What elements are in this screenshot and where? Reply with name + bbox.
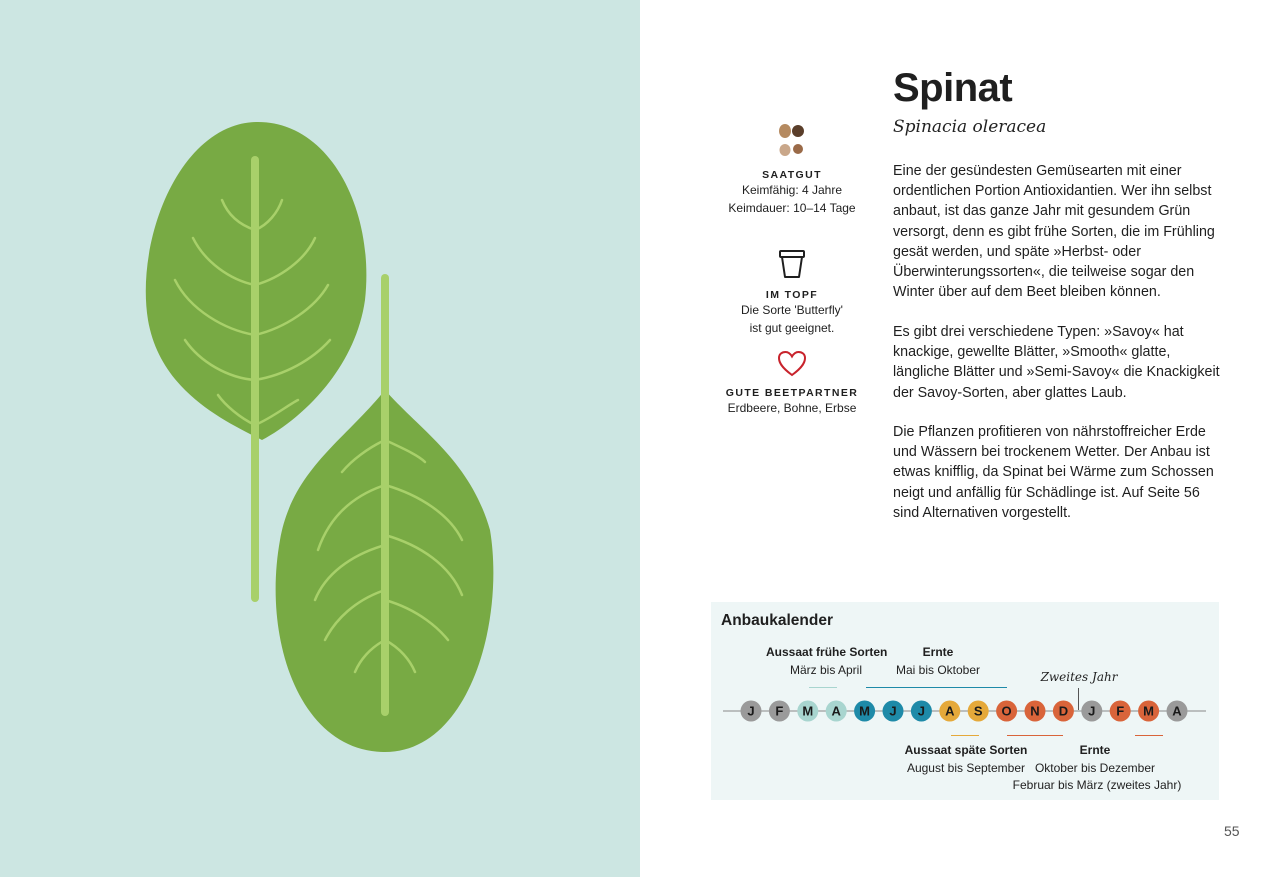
month-label: M xyxy=(1143,703,1155,719)
page-title: Spinat xyxy=(893,66,1013,110)
month-label: M xyxy=(802,703,814,719)
paragraph-2: Es gibt drei verschiedene Typen: »Savoy« hat knackige, gewellte Blätter, »Smooth« glatte, längliche Blätter und »Semi-Savoy« die Knackigkeit der Savoy-Sorten, aber glattes Laub. xyxy=(893,324,1220,401)
calendar-title: Anbaukalender xyxy=(721,612,833,629)
ernte2-bar-2 xyxy=(1135,735,1163,736)
month-label: J xyxy=(1088,703,1096,719)
month-label: M xyxy=(859,703,871,719)
topf-label: IM TOPF xyxy=(765,289,819,301)
topf-line2: ist gut geeignet. xyxy=(749,321,835,335)
saatgut-keimfaehig: Keimfähig: 4 Jahre xyxy=(741,183,843,197)
month-label: A xyxy=(831,703,841,719)
beetpartner-block xyxy=(702,350,882,417)
saatgut-block xyxy=(702,122,882,217)
aussaat-frueh-range: März bis April xyxy=(789,663,863,677)
ernte2-range-2: Februar bis März (zweites Jahr) xyxy=(1012,778,1182,792)
month-label: A xyxy=(1172,703,1182,719)
month-label: J xyxy=(917,703,926,719)
ernte2-range-1: Oktober bis Dezember xyxy=(1034,761,1156,775)
latin-name: Spinacia oleracea xyxy=(893,117,1047,137)
saatgut-keimdauer: Keimdauer: 10–14 Tage xyxy=(728,201,856,215)
aussaat-frueh-label: Aussaat frühe Sorten xyxy=(766,645,888,659)
beetpartner-label: GUTE BEETPARTNER xyxy=(725,387,859,399)
pot-icon xyxy=(777,248,807,280)
seeds-icon xyxy=(774,122,810,160)
topf-block xyxy=(702,248,882,337)
topf-line1: Die Sorte 'Butterfly' xyxy=(741,303,843,317)
beetpartner-list: Erdbeere, Bohne, Erbse xyxy=(727,401,857,415)
month-label: D xyxy=(1058,703,1069,719)
month-label: F xyxy=(1116,703,1125,719)
aussaat-spaet-label: Aussaat späte Sorten xyxy=(904,743,1028,757)
ernte2-bar-1 xyxy=(1007,735,1063,736)
ernte-label: Ernte xyxy=(922,645,954,659)
month-label: S xyxy=(973,703,983,719)
month-label: F xyxy=(775,703,784,719)
month-label: O xyxy=(1001,703,1012,719)
month-label: J xyxy=(889,703,897,719)
paragraph-3: Die Pflanzen profitieren von nährstoffreicher Erde und Wässern bei trockenem Wetter. Der Anbau ist etwas knifflig, da Spinat bei Wärme zum Schossen neigt und anfällig für Schädlinge ist. Auf Seite 56 sind Alternativen vorgestellt. xyxy=(893,424,1214,521)
anbaukalender xyxy=(711,602,1219,800)
zweites-jahr-label: Zweites Jahr xyxy=(1040,670,1118,684)
month-label: N xyxy=(1030,703,1040,719)
ernte2-label: Ernte xyxy=(1079,743,1111,757)
month-label: J xyxy=(747,703,755,719)
month-label: A xyxy=(945,703,955,719)
paragraph-1: Eine der gesündesten Gemüsearten mit einer ordentlichen Portion Antioxidantien. Wer ihn selbst anbaut, ist das ganze Jahr mit gesundem Grün versorgt, denn es gibt frühe Sorten, die im Frühling gesät werden, und späte »Herbst- oder Überwinterungssorten«, die teilweise sogar den Winter über auf dem Beet bleiben können. xyxy=(893,163,1215,301)
heart-icon xyxy=(777,350,807,378)
saatgut-label: SAATGUT xyxy=(762,169,822,181)
aussaat-spaet-bar xyxy=(951,735,979,736)
ernte-range: Mai bis Oktober xyxy=(895,663,981,677)
page-number: 55 xyxy=(1224,823,1240,839)
aussaat-spaet-range: August bis September xyxy=(906,761,1026,775)
